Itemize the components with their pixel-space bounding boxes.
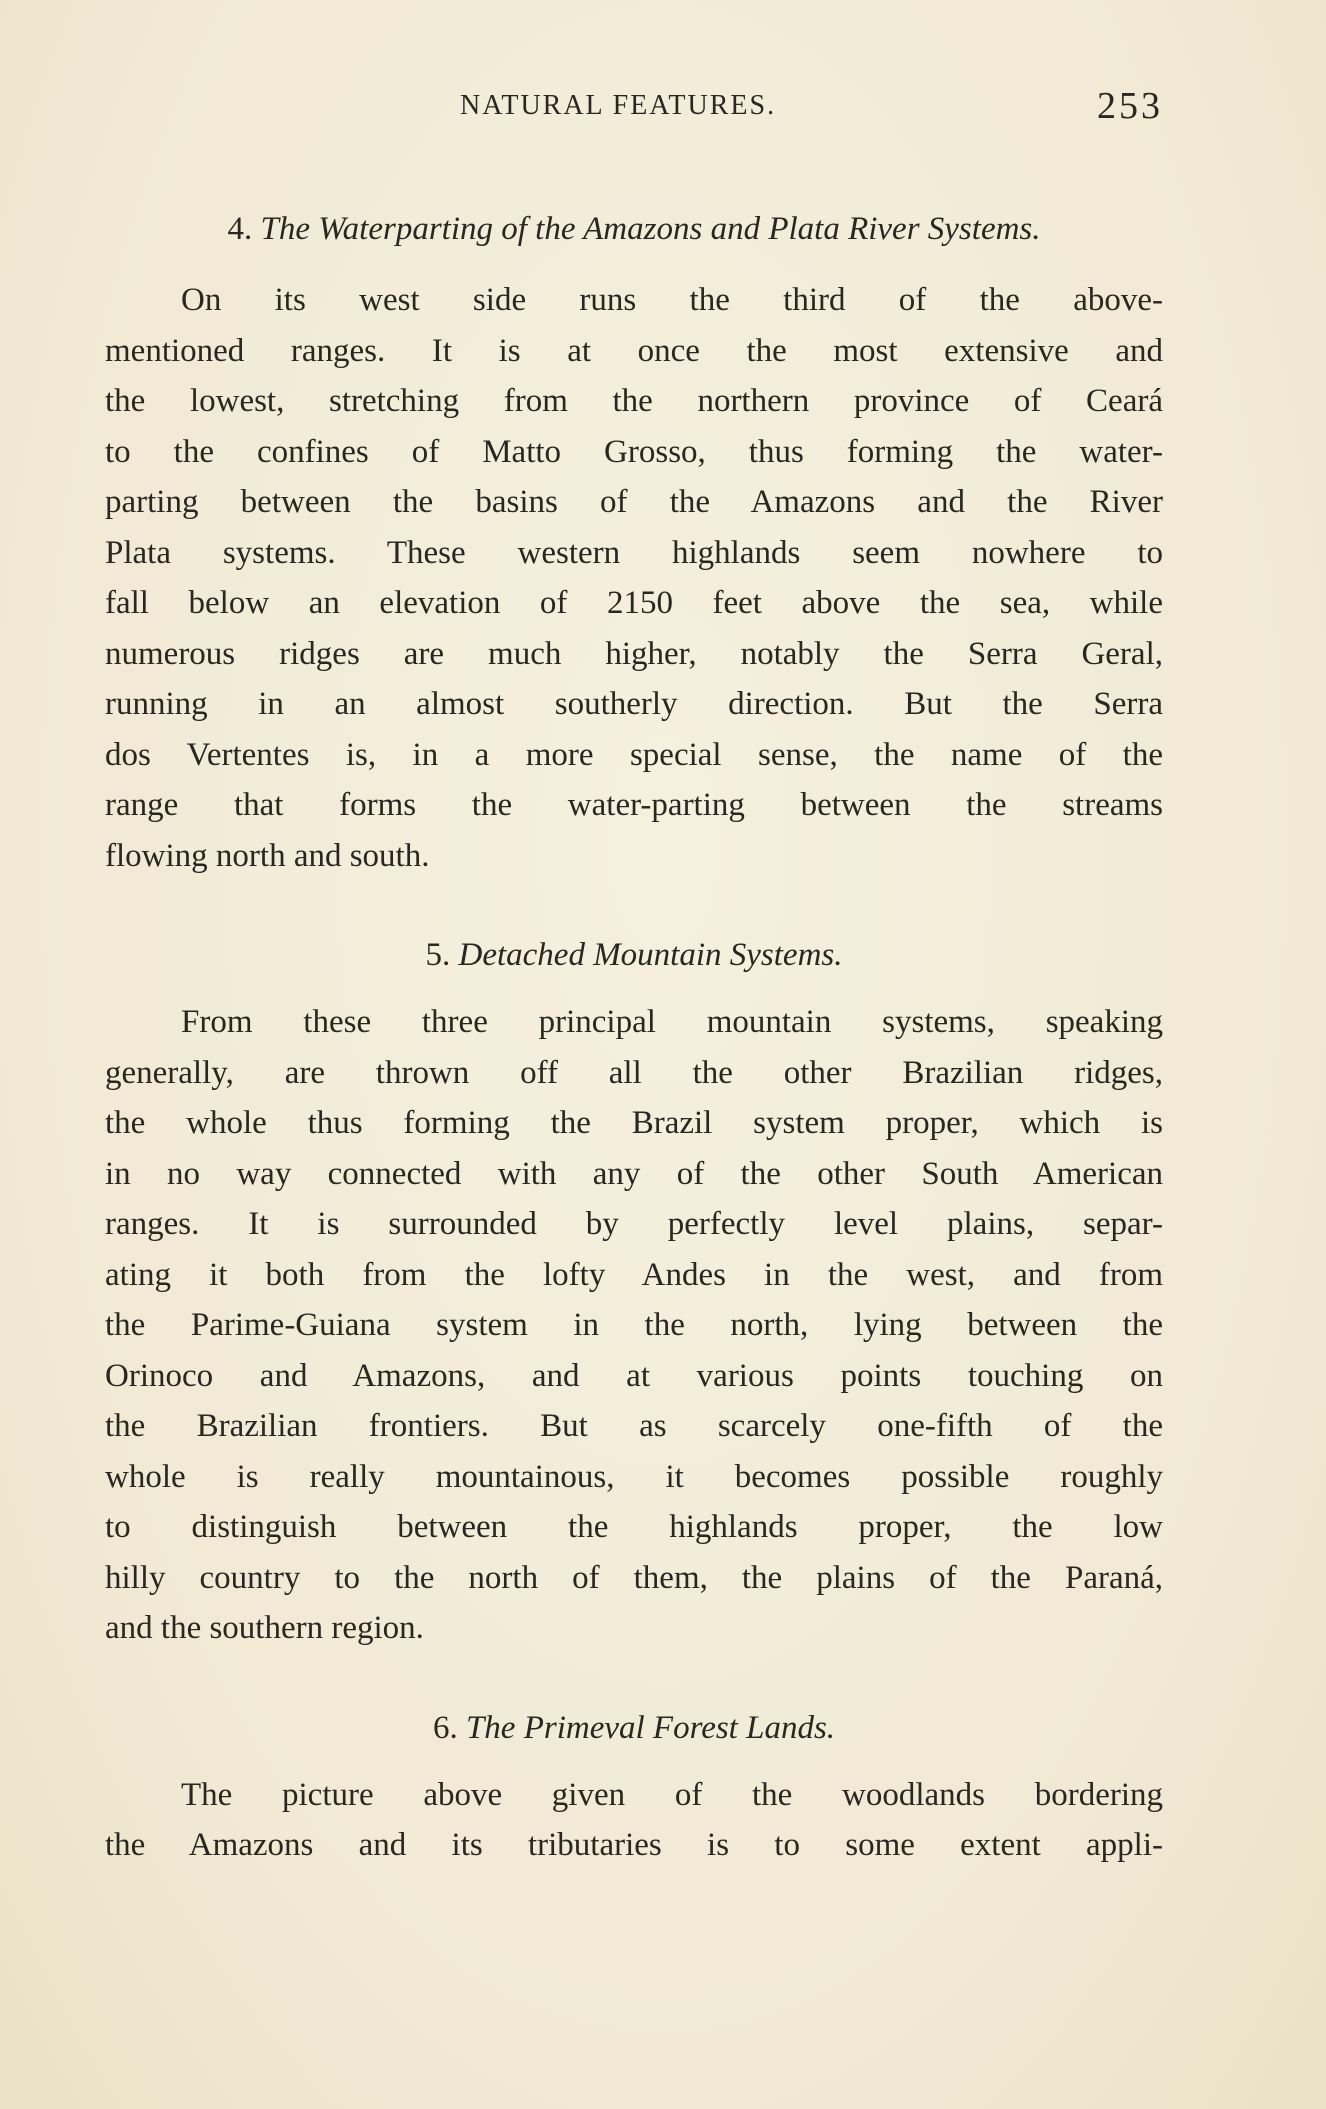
text-line: hilly country to the north of them, the plains of the Paraná, xyxy=(105,1559,1163,1596)
text-line: ating it both from the lofty Andes in the west, and from xyxy=(105,1256,1163,1293)
text-line: The picture above given of the woodlands bordering xyxy=(181,1776,1163,1813)
text-line: the Amazons and its tributaries is to some extent appli- xyxy=(105,1827,1163,1863)
text-line: fall below an elevation of 2150 feet above the sea, while xyxy=(105,585,1163,621)
text-line: whole is really mountainous, it becomes possible roughly xyxy=(105,1458,1163,1495)
section-heading xyxy=(105,931,1163,979)
running-head xyxy=(105,84,1163,134)
text-line: On its west side runs the third of the above- xyxy=(181,282,1163,318)
text-line: the Parime-Guiana system in the north, lying between the xyxy=(105,1307,1163,1343)
body-text xyxy=(105,205,1163,1871)
text-line: the Brazilian frontiers. But as scarcely one-fifth of the xyxy=(105,1408,1163,1444)
text-line: the lowest, stretching from the northern province of Ceará xyxy=(105,383,1163,419)
text-line: to distinguish between the highlands proper, the low xyxy=(105,1509,1163,1545)
paragraph xyxy=(105,275,1163,881)
text-line: From these three principal mountain systems, speaking xyxy=(181,1004,1163,1040)
text-line: dos Vertentes is, in a more special sense, the name of the xyxy=(105,736,1163,773)
section-title: The Primeval Forest Lands. xyxy=(465,1709,836,1746)
paragraph xyxy=(105,997,1163,1654)
text-line: the whole thus forming the Brazil system proper, which is xyxy=(105,1105,1163,1141)
section-title: The Waterparting of the Amazons and Plata River Systems. xyxy=(260,211,1041,247)
section-number: 4. xyxy=(227,211,253,247)
section-heading xyxy=(134,205,1134,253)
text-line: flowing north and south. xyxy=(105,837,430,874)
text-line: numerous ridges are much higher, notably the Serra Geral, xyxy=(105,635,1163,672)
text-line: mentioned ranges. It is at once the most extensive and xyxy=(105,332,1163,369)
text-line: Plata systems. These western highlands seem nowhere to xyxy=(105,534,1163,571)
section-title: Detached Mountain Systems. xyxy=(458,937,843,973)
section-heading xyxy=(105,1704,1163,1752)
text-line: and the southern region. xyxy=(105,1610,424,1646)
text-line: parting between the basins of the Amazons and the River xyxy=(105,484,1163,520)
text-line: range that forms the water-parting between the streams xyxy=(105,787,1163,823)
text-line: to the confines of Matto Grosso, thus forming the water- xyxy=(105,433,1163,470)
text-line: running in an almost southerly direction. But the Serra xyxy=(105,686,1163,722)
section-number: 6. xyxy=(432,1709,458,1746)
text-line: generally, are thrown off all the other Brazilian ridges, xyxy=(105,1054,1163,1091)
page-number: 253 xyxy=(1097,85,1163,127)
text-line: in no way connected with any of the other South American xyxy=(105,1155,1163,1192)
running-title: NATURAL FEATURES. xyxy=(460,90,777,121)
text-line: ranges. It is surrounded by perfectly level plains, separ- xyxy=(105,1206,1163,1242)
paragraph xyxy=(105,1770,1163,1871)
section-number: 5. xyxy=(425,937,451,973)
text-line: Orinoco and Amazons, and at various points touching on xyxy=(105,1357,1163,1394)
